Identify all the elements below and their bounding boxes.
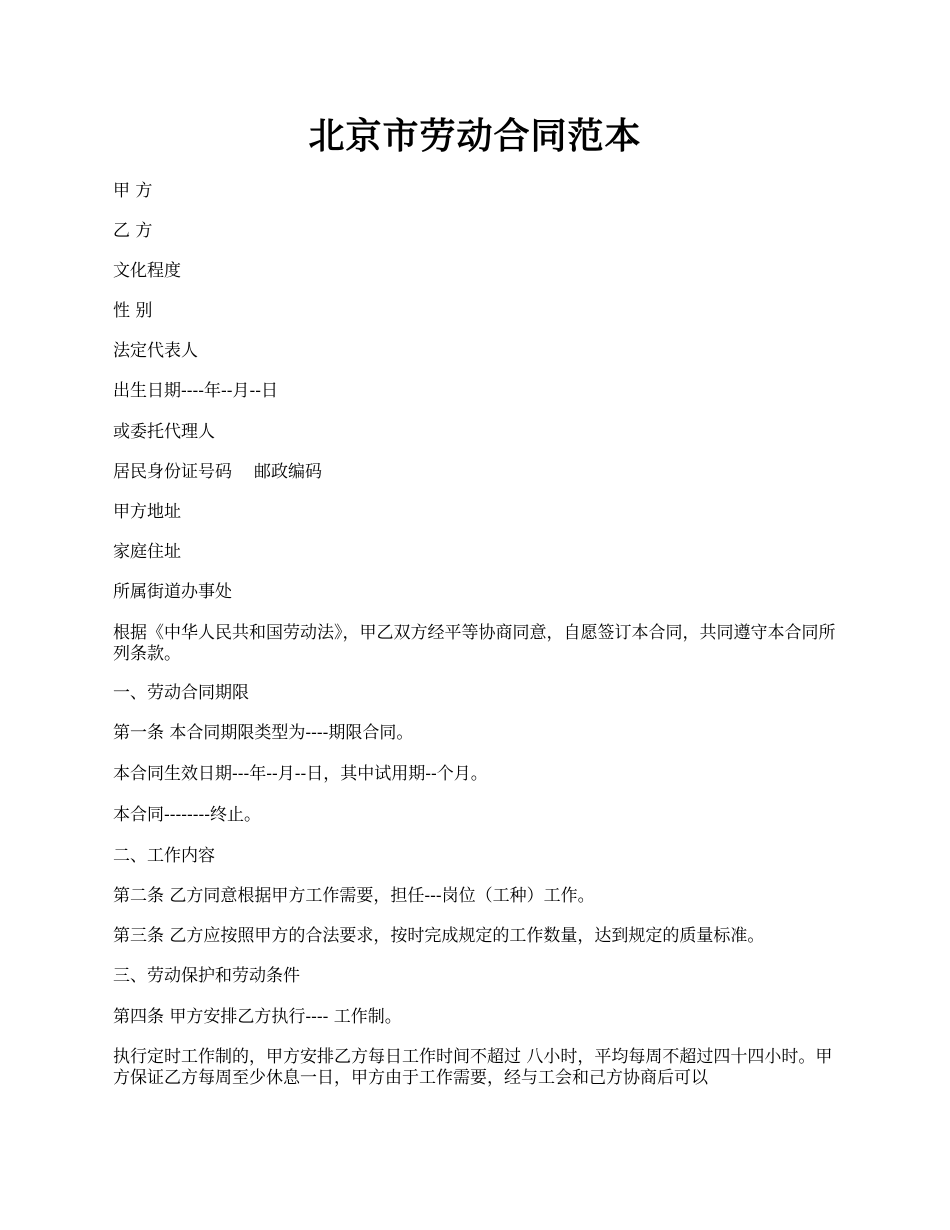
termination-line: 本合同--------终止。 [113,805,261,825]
field-home-address: 家庭住址 [113,542,181,562]
section-heading-term: 一、劳动合同期限 [113,683,249,703]
article-1: 第一条 本合同期限类型为----期限合同。 [113,723,414,743]
article-2: 第二条 乙方同意根据甲方工作需要，担任---岗位（工种）工作。 [113,886,595,906]
section-heading-work: 二、工作内容 [113,846,215,866]
field-party-b: 乙 方 [113,221,153,241]
working-hours-paragraph: 执行定时工作制的，甲方安排乙方每日工作时间不超过 八小时，平均每周不超过四十四小时。甲方保证乙方每周至少休息一日，甲方由于工作需要，经与工会和己方协商后可以 [113,1047,833,1088]
field-street-office: 所属街道办事处 [113,582,232,602]
article-3: 第三条 乙方应按照甲方的合法要求，按时完成规定的工作数量，达到规定的质量标准。 [113,926,765,946]
field-party-a: 甲 方 [113,181,153,201]
preamble-paragraph: 根据《中华人民共和国劳动法》，甲乙双方经平等协商同意，自愿签订本合同，共同遵守本合同所列条款。 [113,623,836,664]
field-gender: 性 别 [113,301,153,321]
document-title: 北京市劳动合同范本 [308,115,642,157]
field-birth-date: 出生日期----年--月--日 [113,381,278,401]
field-legal-rep: 法定代表人 [113,341,198,361]
field-id-number: 居民身份证号码 [113,462,232,482]
field-id-postal-row [113,462,841,483]
article-4: 第四条 甲方安排乙方执行---- 工作制。 [113,1007,402,1027]
section-heading-protection: 三、劳动保护和劳动条件 [113,966,300,986]
field-education: 文化程度 [113,261,181,281]
field-postal-code: 邮政编码 [254,462,322,482]
effective-date-line: 本合同生效日期---年--月--日，其中试用期--个月。 [113,764,488,784]
field-agent: 或委托代理人 [113,422,215,442]
field-party-a-address: 甲方地址 [113,502,181,522]
